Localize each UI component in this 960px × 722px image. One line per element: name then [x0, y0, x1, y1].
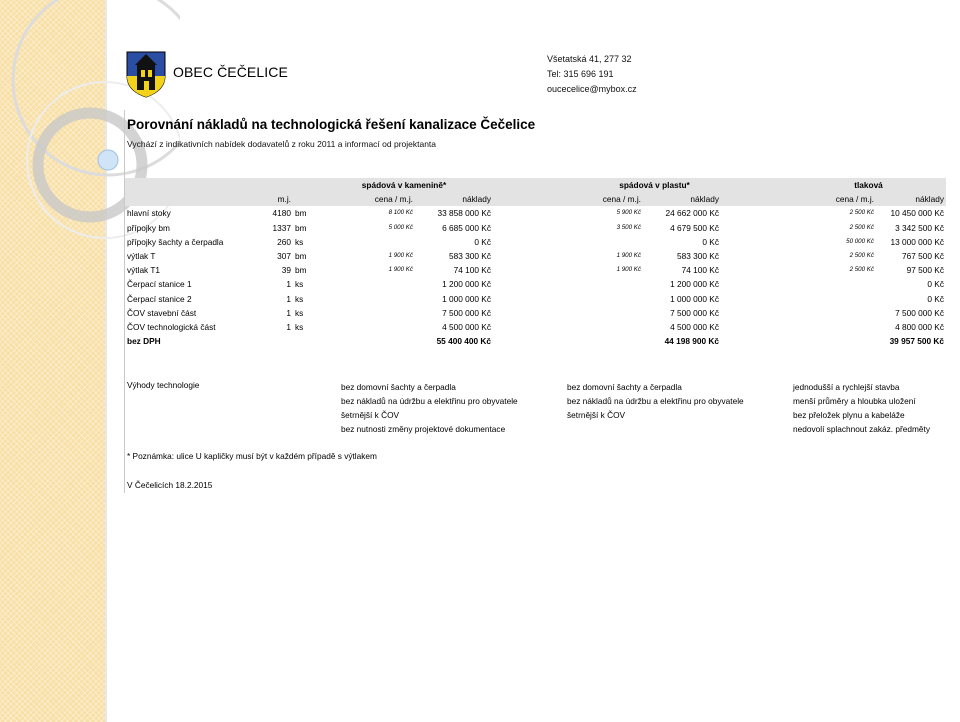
row-unit-price-plastic [588, 306, 643, 320]
row-cost-pressure: 767 500 Kč [902, 251, 944, 262]
row-item: výtlak T [127, 251, 156, 262]
row-unit: bm [295, 208, 307, 219]
row-unit-price-plastic [588, 320, 643, 334]
total-row [125, 334, 946, 348]
row-unit-price-plastic: 3 500 Kč [616, 223, 641, 231]
table-row [125, 235, 946, 249]
row-unit-price-clay: 1 900 Kč [388, 266, 413, 274]
row-unit: bm [295, 265, 307, 276]
row-unit-price-plastic [588, 277, 643, 291]
row-unit-price-plastic: 1 900 Kč [616, 252, 641, 260]
row-item: ČOV technologická část [127, 321, 216, 332]
row-cost-clay: 1 200 000 Kč [442, 279, 491, 290]
row-cost-clay: 0 Kč [474, 236, 491, 247]
row-unit-price-pressure: 2 500 Kč [849, 266, 874, 274]
advantage-item: nedovolí splachnout zakáz. předměty [793, 424, 930, 434]
advantage-item: bez nutnosti změny projektové dokumentace [341, 424, 506, 434]
row-unit-price-pressure: 2 500 Kč [849, 209, 874, 217]
advantages-label: Výhody technologie [127, 380, 200, 390]
row-cost-plastic: 583 300 Kč [677, 251, 719, 262]
advantage-item: bez nákladů na údržbu a elektřinu pro obyvatele [341, 396, 518, 406]
total-cost-pressure: 39 957 500 Kč [889, 336, 944, 347]
row-unit-price-clay [315, 306, 415, 320]
row-quantity: 1 [286, 279, 291, 290]
row-cost-clay: 1 000 000 Kč [442, 293, 491, 304]
row-cost-plastic: 24 662 000 Kč [665, 208, 719, 219]
row-unit-price-clay [315, 320, 415, 334]
row-unit-price-plastic: 5 900 Kč [616, 209, 641, 217]
column-header-cost: náklady [415, 192, 493, 206]
row-item: hlavní stoky [127, 208, 171, 219]
row-unit: ks [295, 293, 304, 304]
advantage-item: bez domovní šachty a čerpadla [567, 382, 682, 392]
row-item: Čerpací stanice 2 [127, 293, 192, 304]
place-and-date: V Čečelicích 18.2.2015 [127, 480, 213, 490]
table-row [125, 306, 946, 320]
table-row [125, 292, 946, 306]
row-cost-pressure: 3 342 500 Kč [895, 222, 944, 233]
table-row [125, 263, 946, 277]
table-row [125, 206, 946, 220]
row-unit-price-pressure [791, 306, 876, 320]
row-unit-price-pressure: 50 000 Kč [846, 237, 874, 245]
row-cost-pressure: 0 Kč [927, 279, 944, 290]
group-header-row [125, 178, 946, 192]
row-cost-clay: 6 685 000 Kč [442, 222, 491, 233]
row-quantity: 307 [277, 251, 291, 262]
advantage-item: šetrnější k ČOV [567, 410, 626, 420]
column-header-cost: náklady [643, 192, 721, 206]
column-header-unit-price: cena / m.j. [588, 192, 643, 206]
row-quantity: 1 [286, 321, 291, 332]
table-row [125, 277, 946, 291]
row-item: Čerpací stanice 1 [127, 279, 192, 290]
footnote: * Poznámka: ulice U kapličky musí být v každém případě s výtlakem [127, 451, 377, 461]
table-row [125, 320, 946, 334]
contact-address: Všetatská 41, 277 32 [547, 54, 632, 64]
row-unit-price-plastic [588, 235, 643, 249]
row-quantity: 1337 [272, 222, 291, 233]
row-cost-plastic: 4 500 000 Kč [670, 321, 719, 332]
row-cost-pressure: 0 Kč [927, 293, 944, 304]
column-header-cost: náklady [876, 192, 946, 206]
advantage-item: bez nákladů na údržbu a elektřinu pro obyvatele [567, 396, 744, 406]
advantage-item: bez domovní šachty a čerpadla [341, 382, 456, 392]
contact-email: oucecelice@mybox.cz [547, 84, 637, 94]
coat-of-arms-logo [125, 50, 167, 98]
row-quantity: 1 [286, 293, 291, 304]
total-cost-clay: 55 400 400 Kč [436, 336, 491, 347]
row-cost-clay: 583 300 Kč [449, 251, 491, 262]
table-row [125, 249, 946, 263]
row-cost-pressure: 97 500 Kč [906, 265, 944, 276]
row-unit-price-clay [315, 277, 415, 291]
contact-phone: Tel: 315 696 191 [547, 69, 614, 79]
organization-name: OBEC ČEČELICE [173, 64, 288, 80]
row-cost-plastic: 74 100 Kč [681, 265, 719, 276]
advantage-item: menší průměry a hloubka uložení [793, 396, 916, 406]
advantages-gravity-plastic [567, 380, 744, 422]
row-unit-price-pressure [791, 292, 876, 306]
row-cost-plastic: 1 200 000 Kč [670, 279, 719, 290]
advantage-item: šetrnější k ČOV [341, 410, 400, 420]
row-unit-price-clay [315, 292, 415, 306]
row-cost-pressure: 13 000 000 Kč [890, 236, 944, 247]
table-row [125, 221, 946, 235]
group-gravity-plastic: spádová v plastu* [588, 178, 721, 192]
row-cost-pressure: 4 800 000 Kč [895, 321, 944, 332]
row-item: výtlak T1 [127, 265, 161, 276]
row-unit-price-pressure: 2 500 Kč [849, 252, 874, 260]
row-unit: ks [295, 279, 304, 290]
advantage-item: bez přeložek plynu a kabeláže [793, 410, 905, 420]
group-gravity-clay: spádová v kamenině* [315, 178, 493, 192]
row-unit: ks [295, 236, 304, 247]
row-unit-price-plastic: 1 900 Kč [616, 266, 641, 274]
row-unit-price-plastic [588, 292, 643, 306]
row-unit-price-clay: 8 100 Kč [388, 209, 413, 217]
row-cost-pressure: 10 450 000 Kč [890, 208, 944, 219]
column-header-unit: m.j. [260, 192, 293, 206]
row-quantity: 4180 [272, 208, 291, 219]
row-cost-plastic: 1 000 000 Kč [670, 293, 719, 304]
row-cost-clay: 33 858 000 Kč [437, 208, 491, 219]
row-cost-pressure: 7 500 000 Kč [895, 307, 944, 318]
advantages-pressure [793, 380, 930, 436]
document-title: Porovnání nákladů na technologická řešení kanalizace Čečelice [127, 117, 536, 132]
row-cost-clay: 7 500 000 Kč [442, 307, 491, 318]
contact-block [547, 52, 637, 97]
row-unit: ks [295, 321, 304, 332]
row-cost-clay: 74 100 Kč [453, 265, 491, 276]
column-header-unit-price: cena / m.j. [315, 192, 415, 206]
document-subtitle: Vychází z indikativních nabídek dodavatelů z roku 2011 a informací od projektanta [127, 139, 437, 149]
row-unit: bm [295, 222, 307, 233]
row-unit-price-clay: 1 900 Kč [388, 252, 413, 260]
advantages-gravity-clay [341, 380, 518, 436]
advantage-item: jednodušší a rychlejší stavba [793, 382, 900, 392]
group-pressure: tlaková [791, 178, 946, 192]
cost-comparison-table [125, 178, 946, 348]
column-header-row [125, 192, 946, 206]
column-header-unit-price: cena / m.j. [791, 192, 876, 206]
row-unit-price-pressure [791, 277, 876, 291]
row-unit-price-pressure [791, 320, 876, 334]
row-unit: bm [295, 251, 307, 262]
row-cost-plastic: 4 679 500 Kč [670, 222, 719, 233]
row-quantity: 1 [286, 307, 291, 318]
row-item: ČOV stavební část [127, 307, 197, 318]
total-label: bez DPH [127, 336, 161, 347]
row-unit-price-clay: 5 000 Kč [388, 223, 413, 231]
row-unit-price-pressure: 2 500 Kč [849, 223, 874, 231]
row-quantity: 39 [281, 265, 291, 276]
row-cost-clay: 4 500 000 Kč [442, 321, 491, 332]
row-item: přípojky bm [127, 222, 170, 233]
row-item: přípojky šachty a čerpadla [127, 236, 224, 247]
row-unit: ks [295, 307, 304, 318]
row-cost-plastic: 7 500 000 Kč [670, 307, 719, 318]
row-quantity: 260 [277, 236, 291, 247]
total-cost-plastic: 44 198 900 Kč [664, 336, 719, 347]
row-unit-price-clay [315, 235, 415, 249]
row-cost-plastic: 0 Kč [702, 236, 719, 247]
